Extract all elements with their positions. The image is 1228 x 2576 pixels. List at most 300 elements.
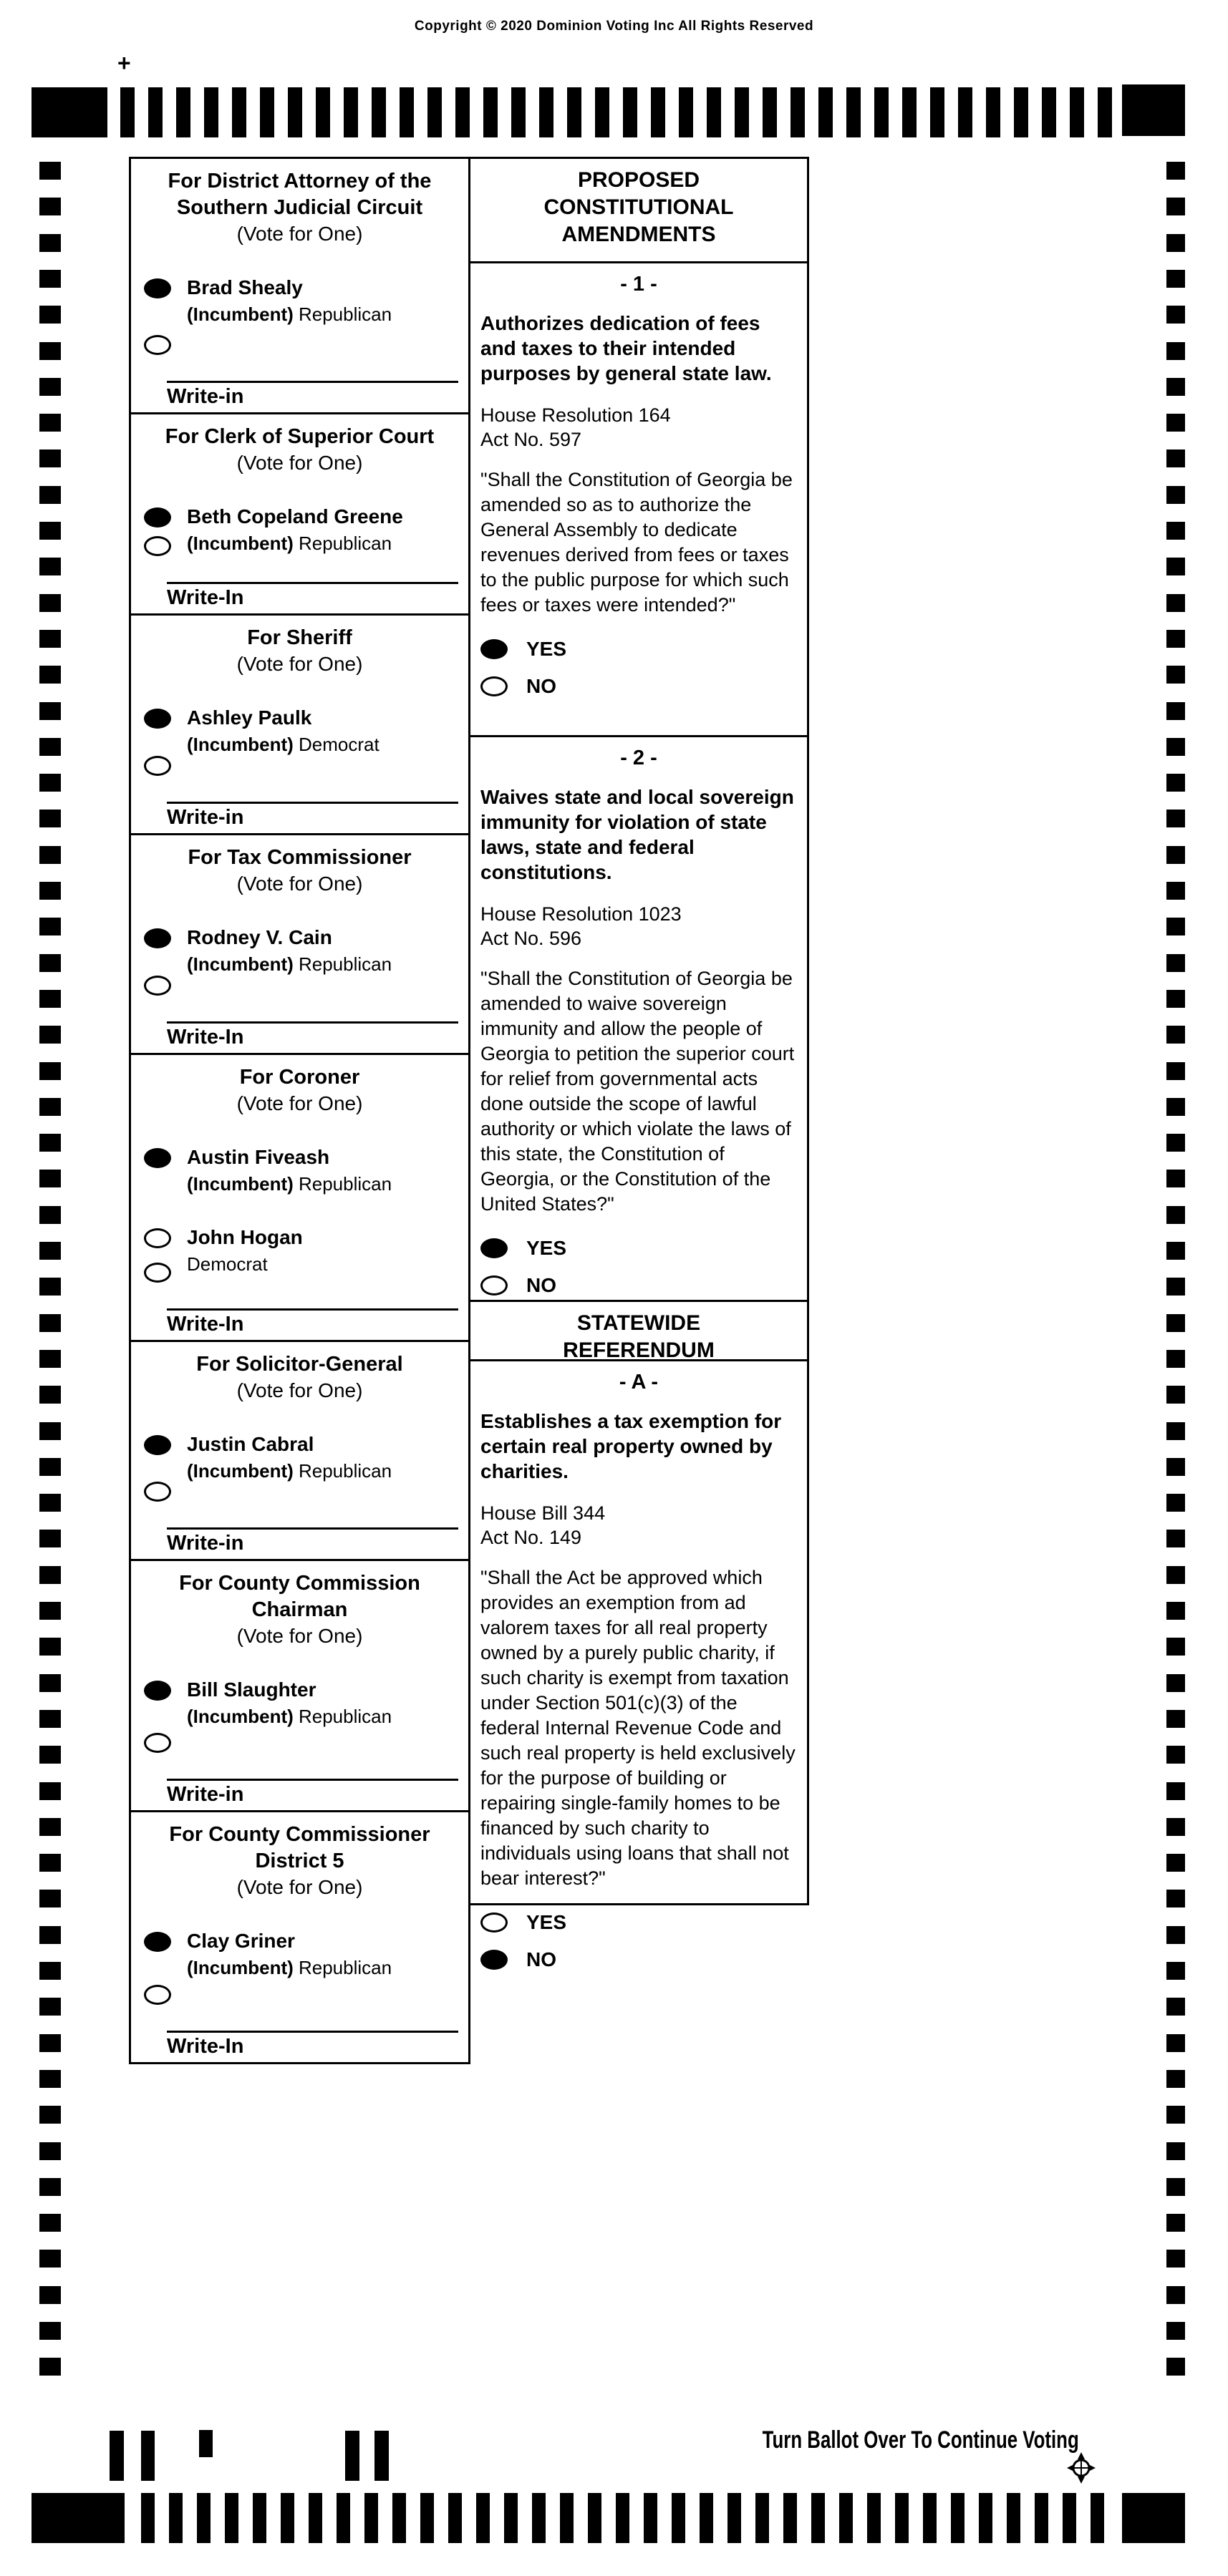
measure-reference-line: House Resolution 1023	[480, 903, 682, 925]
timing-mark	[39, 449, 61, 467]
incumbent-label: (Incumbent)	[187, 1460, 294, 1482]
vote-for-instruction: (Vote for One)	[236, 1092, 363, 1114]
incumbent-label: (Incumbent)	[187, 1706, 294, 1727]
timing-mark	[1166, 882, 1185, 900]
timing-mark	[1166, 1170, 1185, 1187]
timing-mark	[39, 1206, 61, 1224]
timing-mark	[1166, 198, 1185, 215]
candidate-info	[187, 276, 392, 326]
timing-mark	[1166, 1926, 1185, 1944]
write-in-bubble[interactable]	[144, 1263, 171, 1283]
timing-mark	[39, 1926, 61, 1944]
vote-for-instruction: (Vote for One)	[236, 1876, 363, 1898]
measure-2	[470, 747, 807, 1302]
candidate-name: Bill Slaughter	[187, 1678, 316, 1701]
timing-mark	[532, 2493, 546, 2543]
measure-1	[470, 273, 807, 737]
timing-mark	[476, 2493, 490, 2543]
timing-mark	[364, 2493, 378, 2543]
section-header-line: PROPOSED	[577, 168, 700, 192]
measure-reference-line: Act No. 149	[480, 1527, 582, 1548]
write-in-label[interactable]: Write-in	[167, 381, 458, 409]
timing-mark	[39, 198, 61, 215]
timing-mark	[644, 2493, 657, 2543]
timing-mark	[1166, 1638, 1185, 1656]
timing-mark	[1166, 162, 1185, 180]
yes-bubble[interactable]	[480, 1912, 508, 1933]
timing-block-corner	[1122, 84, 1185, 136]
candidate-option	[144, 1145, 468, 1195]
yes-bubble[interactable]	[480, 1238, 508, 1258]
write-in-bubble[interactable]	[144, 1985, 171, 2005]
timing-mark	[39, 2142, 61, 2160]
timing-mark	[867, 2493, 881, 2543]
write-in-label[interactable]: Write-In	[167, 582, 458, 610]
write-in-label[interactable]: Write-in	[167, 1779, 458, 1807]
timing-mark	[1166, 1818, 1185, 1836]
contest-title: For Tax Commissioner	[188, 846, 412, 869]
candidate-info	[187, 1432, 392, 1482]
candidate-party: (Incumbent) Republican	[187, 1460, 392, 1482]
timing-mark	[39, 1062, 61, 1080]
choice-no	[480, 675, 807, 698]
timing-mark	[39, 270, 61, 288]
contest-header	[131, 1812, 468, 1900]
timing-mark	[39, 486, 61, 504]
timing-mark	[1166, 630, 1185, 648]
timing-mark	[1035, 2493, 1048, 2543]
candidate-info	[187, 1678, 392, 1728]
contest-box	[131, 616, 468, 835]
timing-mark	[846, 87, 861, 137]
contests-column	[129, 157, 470, 2064]
timing-mark	[791, 87, 805, 137]
timing-mark	[39, 954, 61, 972]
timing-mark	[539, 87, 553, 137]
timing-mark	[39, 918, 61, 935]
timing-mark	[1166, 1350, 1185, 1368]
timing-mark	[39, 2250, 61, 2268]
candidate-name: Rodney V. Cain	[187, 926, 332, 948]
contest-title: For Coroner	[239, 1066, 360, 1089]
timing-mark	[1166, 2214, 1185, 2232]
measure-reference-line: House Bill 344	[480, 1502, 606, 1524]
timing-mark	[1063, 2493, 1076, 2543]
timing-mark	[448, 2493, 462, 2543]
timing-mark	[39, 630, 61, 648]
write-in-bubble[interactable]	[144, 1733, 171, 1753]
timing-mark	[1166, 2070, 1185, 2088]
timing-mark	[763, 87, 777, 137]
contest-title: District 5	[255, 1850, 344, 1872]
candidate-info	[187, 505, 403, 555]
candidate-name: Clay Griner	[187, 1930, 295, 1952]
timing-mark	[39, 702, 61, 720]
timing-mark	[39, 990, 61, 1008]
timing-mark	[1166, 234, 1185, 252]
timing-mark	[1166, 1710, 1185, 1728]
contest-title: For Clerk of Superior Court	[165, 425, 435, 448]
timing-mark	[39, 1566, 61, 1584]
timing-mark	[1166, 306, 1185, 324]
measure-choices	[480, 1237, 807, 1297]
timing-mark	[372, 87, 386, 137]
timing-mark	[39, 1350, 61, 1368]
no-bubble[interactable]	[480, 1950, 508, 1970]
timing-mark	[427, 87, 442, 137]
vote-bubble[interactable]	[144, 278, 171, 298]
timing-mark	[483, 87, 498, 137]
no-label: NO	[526, 1948, 556, 1970]
no-bubble[interactable]	[480, 1275, 508, 1296]
candidate-option	[144, 925, 468, 976]
timing-mark	[39, 1278, 61, 1296]
candidate-info	[187, 1929, 392, 1979]
timing-mark	[1166, 918, 1185, 935]
timing-mark	[623, 87, 637, 137]
timing-mark	[895, 2493, 909, 2543]
timing-mark	[39, 738, 61, 756]
candidate-name: John Hogan	[187, 1226, 303, 1248]
timing-mark	[39, 522, 61, 540]
candidate-party: (Incumbent) Republican	[187, 953, 392, 975]
timing-mark	[1166, 1998, 1185, 2016]
timing-mark	[700, 2493, 713, 2543]
measure-number: - A -	[619, 1371, 659, 1394]
timing-mark	[1166, 486, 1185, 504]
contest-box	[131, 414, 468, 616]
contest-title: For County Commissioner	[169, 1823, 430, 1846]
measure-reference	[480, 902, 796, 951]
contest-header	[131, 1055, 468, 1117]
timing-mark	[1166, 1458, 1185, 1476]
timing-mark	[979, 2493, 992, 2543]
timing-mark	[39, 558, 61, 575]
timing-mark	[1098, 87, 1112, 137]
timing-mark	[39, 2070, 61, 2088]
timing-mark	[1166, 1062, 1185, 1080]
timing-mark	[1166, 414, 1185, 432]
candidate-option	[144, 505, 468, 555]
measure-reference	[480, 403, 796, 452]
turn-ballot-instruction: Turn Ballot Over To Continue Voting	[762, 2426, 1079, 2454]
yes-label: YES	[526, 638, 567, 660]
timing-mark	[1166, 1962, 1185, 1980]
timing-mark	[316, 87, 330, 137]
ballot-stub-bar	[141, 2431, 155, 2481]
timing-mark	[281, 2493, 294, 2543]
timing-mark	[1166, 2286, 1185, 2304]
timing-mark	[39, 378, 61, 396]
timing-mark	[951, 2493, 964, 2543]
timing-mark	[874, 87, 889, 137]
timing-mark	[344, 87, 358, 137]
timing-mark	[39, 234, 61, 252]
vote-bubble[interactable]	[144, 1932, 171, 1952]
timing-mark	[39, 414, 61, 432]
timing-block-corner	[1122, 2493, 1185, 2543]
timing-mark	[169, 2493, 183, 2543]
timing-mark	[39, 846, 61, 864]
yes-label: YES	[526, 1237, 567, 1259]
registration-target-icon	[1065, 2451, 1097, 2485]
write-in-label[interactable]: Write-in	[167, 1527, 458, 1555]
candidate-name: Brad Shealy	[187, 276, 303, 298]
timing-mark	[392, 2493, 406, 2543]
vote-for-instruction: (Vote for One)	[236, 223, 363, 245]
timing-mark	[176, 87, 190, 137]
timing-mark	[39, 1314, 61, 1332]
timing-mark	[39, 2106, 61, 2124]
copyright-notice: Copyright © 2020 Dominion Voting Inc All Rights Reserved	[414, 19, 814, 34]
timing-mark	[1014, 87, 1028, 137]
timing-mark	[707, 87, 721, 137]
vote-bubble[interactable]	[144, 507, 171, 528]
timing-mark	[39, 1098, 61, 1116]
vote-bubble[interactable]	[144, 709, 171, 729]
timing-mark	[39, 1710, 61, 1728]
timing-mark	[1166, 270, 1185, 288]
write-in-label[interactable]: Write-In	[167, 1308, 458, 1336]
candidate-party: (Incumbent) Republican	[187, 303, 392, 325]
write-in-label[interactable]: Write-In	[167, 2031, 458, 2059]
ballot-stub-bar	[199, 2430, 213, 2457]
timing-mark	[1166, 702, 1185, 720]
timing-mark	[902, 87, 917, 137]
timing-mark	[39, 774, 61, 792]
candidate-info	[187, 925, 392, 976]
timing-mark	[39, 1890, 61, 1907]
timing-mark	[1166, 990, 1185, 1008]
timing-mark	[39, 306, 61, 324]
timing-mark	[420, 2493, 434, 2543]
incumbent-label: (Incumbent)	[187, 1957, 294, 1978]
vote-bubble[interactable]	[144, 1435, 171, 1455]
timing-mark	[1166, 1242, 1185, 1260]
candidate-option	[144, 1929, 468, 1979]
candidate-info	[187, 706, 379, 756]
measure-question: "Shall the Act be approved which provides an exemption from ad valorem taxes for all real property owned by a purely public charity, if such charity is exempt from taxation under Section 501(c)(3) of the federal Internal Revenue Code and such real property is held exclusively for the purpose of building or repairing single-family homes to be financed by such charity to individuals using loans that shall not bear interest?"	[480, 1567, 796, 1889]
timing-mark	[1166, 2142, 1185, 2160]
timing-mark	[755, 2493, 769, 2543]
timing-mark	[39, 1242, 61, 1260]
timing-mark	[39, 2178, 61, 2196]
candidate-party: (Incumbent) Republican	[187, 1957, 392, 1978]
candidate-name: Ashley Paulk	[187, 706, 312, 729]
timing-mark	[39, 1026, 61, 1044]
timing-mark	[1166, 2178, 1185, 2196]
timing-mark	[986, 87, 1000, 137]
candidate-option	[144, 706, 468, 756]
measure-reference	[480, 1501, 796, 1550]
no-label: NO	[526, 1274, 556, 1296]
timing-mark	[616, 2493, 629, 2543]
candidate-party: (Incumbent) Republican	[187, 1173, 392, 1195]
timing-mark	[1166, 2034, 1185, 2052]
timing-mark	[39, 1494, 61, 1512]
contest-header	[131, 616, 468, 677]
timing-mark	[1166, 2322, 1185, 2340]
timing-mark	[1042, 87, 1056, 137]
timing-mark	[39, 2322, 61, 2340]
contest-box	[131, 835, 468, 1055]
write-in-bubble[interactable]	[144, 1482, 171, 1502]
timing-mark	[1166, 1422, 1185, 1440]
contest-title: Southern Judicial Circuit	[176, 196, 423, 219]
timing-block-corner	[32, 87, 107, 137]
write-in-label[interactable]: Write-in	[167, 802, 458, 830]
timing-mark	[1166, 846, 1185, 864]
plus-registration-mark: +	[117, 50, 131, 76]
incumbent-label: (Incumbent)	[187, 303, 294, 325]
timing-mark	[39, 1134, 61, 1152]
timing-mark	[148, 87, 163, 137]
incumbent-label: (Incumbent)	[187, 953, 294, 975]
timing-mark	[337, 2493, 350, 2543]
timing-mark	[1166, 1494, 1185, 1512]
contest-title: For County Commission	[179, 1572, 420, 1595]
measure-question: "Shall the Constitution of Georgia be amended to waive sovereign immunity and allow the people of Georgia to petition the superior court for relief from governmental acts done outside the scope of lawful authority or which violate the laws of this state, the Constitution of Georgia, or the Constitution of the United States?"	[480, 968, 795, 1215]
timing-mark	[560, 2493, 574, 2543]
timing-mark	[511, 87, 526, 137]
yes-bubble[interactable]	[480, 639, 508, 659]
ballot-stub-bar	[110, 2431, 124, 2481]
timing-mark	[1166, 1566, 1185, 1584]
candidate-party: (Incumbent) Republican	[187, 1706, 392, 1727]
measure-choices	[480, 638, 807, 698]
contest-title: Chairman	[251, 1598, 348, 1621]
timing-mark	[567, 87, 581, 137]
candidate-option	[144, 276, 468, 326]
timing-mark	[1166, 2250, 1185, 2268]
timing-mark	[39, 1674, 61, 1692]
timing-mark	[1007, 2493, 1020, 2543]
timing-mark	[1166, 1746, 1185, 1764]
measure-reference-line: Act No. 596	[480, 928, 582, 949]
timing-mark	[818, 87, 833, 137]
timing-mark	[39, 2214, 61, 2232]
contest-header	[131, 1561, 468, 1649]
timing-mark	[1166, 342, 1185, 360]
timing-mark	[1166, 666, 1185, 684]
contest-title: For Sheriff	[247, 626, 352, 649]
measure-reference-line: Act No. 597	[480, 429, 582, 450]
write-in-label[interactable]: Write-In	[167, 1021, 458, 1049]
timing-mark	[783, 2493, 797, 2543]
vote-bubble[interactable]	[144, 928, 171, 948]
timing-mark	[1166, 522, 1185, 540]
candidate-party: (Incumbent) Republican	[187, 533, 392, 554]
contest-box	[131, 1561, 468, 1812]
write-in-bubble[interactable]	[144, 976, 171, 996]
write-in-bubble[interactable]	[144, 756, 171, 776]
timing-mark	[588, 2493, 601, 2543]
measures-column	[468, 157, 809, 1970]
timing-mark	[39, 1746, 61, 1764]
vote-bubble[interactable]	[144, 1681, 171, 1701]
measure-number: - 1 -	[620, 273, 657, 296]
no-label: NO	[526, 675, 556, 697]
timing-mark	[1166, 1206, 1185, 1224]
measure-summary: Waives state and local sovereign immunity for violation of state laws, state and federal constitutions.	[480, 786, 794, 883]
write-in-bubble[interactable]	[144, 335, 171, 355]
timing-mark	[504, 2493, 518, 2543]
timing-mark	[1166, 1530, 1185, 1547]
incumbent-label: (Incumbent)	[187, 734, 294, 755]
candidate-info	[187, 1225, 303, 1275]
choice-yes	[480, 1911, 807, 1934]
timing-mark	[39, 1422, 61, 1440]
measure-summary: Authorizes dedication of fees and taxes to their intended purposes by general state law.	[480, 312, 772, 384]
vote-for-instruction: (Vote for One)	[236, 1379, 363, 1401]
contest-header	[131, 159, 468, 247]
timing-mark	[923, 2493, 937, 2543]
timing-mark	[1166, 1854, 1185, 1872]
timing-mark	[39, 1818, 61, 1836]
choice-yes	[480, 1237, 807, 1260]
write-in-bubble[interactable]	[144, 536, 171, 556]
measure-summary: Establishes a tax exemption for certain real property owned by charities.	[480, 1410, 782, 1482]
timing-block-corner	[32, 2493, 125, 2543]
candidate-option	[144, 1432, 468, 1482]
contest-box	[131, 159, 468, 414]
timing-mark	[253, 2493, 266, 2543]
incumbent-label: (Incumbent)	[187, 1173, 294, 1195]
timing-mark	[651, 87, 665, 137]
timing-mark	[39, 882, 61, 900]
timing-mark	[39, 1530, 61, 1547]
contest-header	[131, 1342, 468, 1404]
timing-mark	[1166, 738, 1185, 756]
candidate-option	[144, 1678, 468, 1728]
section-header-line: STATEWIDE	[576, 1311, 701, 1335]
timing-mark	[39, 1386, 61, 1404]
amendments-header	[470, 159, 807, 263]
timing-mark	[958, 87, 972, 137]
vote-bubble[interactable]	[144, 1148, 171, 1168]
vote-bubble[interactable]	[144, 1228, 171, 1248]
measure-reference-line: House Resolution 164	[480, 404, 671, 426]
timing-mark	[39, 2034, 61, 2052]
no-bubble[interactable]	[480, 676, 508, 696]
timing-mark	[39, 342, 61, 360]
candidate-party: (Incumbent) Democrat	[187, 734, 379, 755]
stub-number: 19	[373, 2436, 387, 2450]
vote-for-instruction: (Vote for One)	[236, 1625, 363, 1647]
timing-mark	[1166, 774, 1185, 792]
measure-choices	[480, 1911, 807, 1971]
candidate-name: Austin Fiveash	[187, 1146, 330, 1168]
contest-title: For Solicitor-General	[196, 1353, 403, 1376]
timing-mark	[39, 594, 61, 612]
timing-mark	[39, 1170, 61, 1187]
timing-mark	[679, 87, 693, 137]
section-header-line: AMENDMENTS	[561, 223, 716, 246]
vote-for-instruction: (Vote for One)	[236, 873, 363, 895]
timing-mark	[735, 87, 749, 137]
timing-mark	[1166, 1602, 1185, 1620]
timing-mark	[839, 2493, 853, 2543]
timing-mark	[39, 1998, 61, 2016]
timing-mark	[141, 2493, 155, 2543]
timing-mark	[455, 87, 470, 137]
vote-for-instruction: (Vote for One)	[236, 653, 363, 675]
choice-no	[480, 1948, 807, 1971]
contest-box	[131, 1055, 468, 1342]
timing-mark	[309, 2493, 322, 2543]
timing-mark	[225, 2493, 238, 2543]
measure-a	[470, 1371, 807, 1970]
